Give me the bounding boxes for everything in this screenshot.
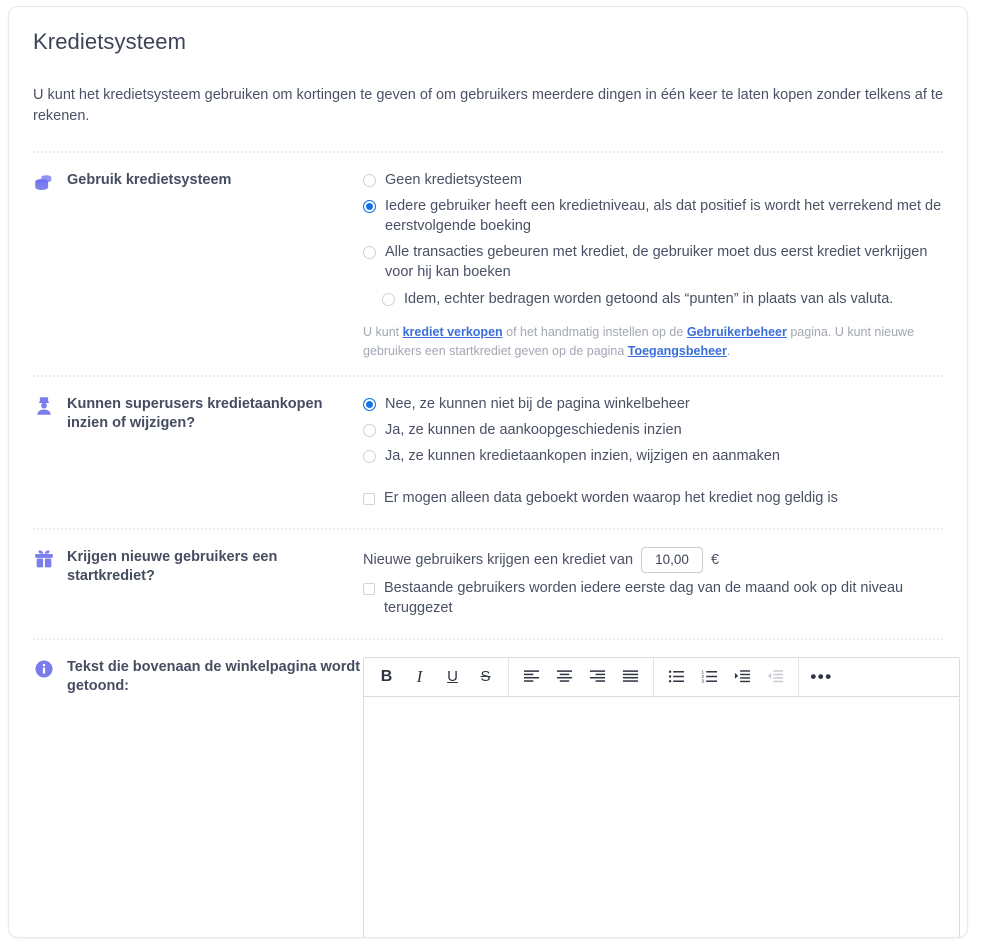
radio-label: Alle transacties gebeuren met krediet, de gebruiker moet dus eerst krediet verkrijgen voor hij kan boeken [385,244,928,281]
help-text-part3: pagina. U kunt nieuwe gebruikers een startkrediet geven op de pagina [363,325,915,358]
section-usage-label [33,169,363,193]
usage-help-text [363,323,943,361]
checkbox-label: Er mogen alleen data geboekt worden waarop het krediet nog geldig is [384,489,838,506]
help-text-part2: of het handmatig instellen op de [502,325,687,340]
radio-option-superuser-full-access[interactable] [363,446,943,466]
radio-indicator[interactable] [363,450,376,463]
radio-option-superuser-no-access[interactable] [363,394,943,414]
page-title: Kredietsysteem [33,29,187,54]
superuser-icon [33,395,55,417]
spacer [363,472,943,488]
radio-option-all-transactions-credit[interactable] [363,242,943,282]
radio-label: Ja, ze kunnen de aankoopgeschiedenis inzien [385,421,682,438]
radio-indicator[interactable] [363,174,376,187]
numbered-list-icon[interactable] [693,658,726,696]
startcredit-amount-input[interactable] [641,547,703,573]
section-usage [33,153,943,375]
radio-option-superuser-view-history[interactable] [363,420,943,440]
link-krediet-verkopen[interactable]: krediet verkopen [402,325,503,340]
bullet-list-icon[interactable] [660,658,693,696]
section-superusers-label [33,393,363,434]
checkbox-label: Bestaande gebruikers worden iedere eerste dag van de maand ook op dit niveau teruggezet [384,579,904,616]
section-usage-body [363,169,943,361]
section-superusers-title: Kunnen superusers kredietaankopen inzien of wijzigen? [67,395,323,432]
section-superusers-body [363,393,943,514]
checkbox-indicator[interactable] [363,493,375,505]
radio-option-no-credit-system[interactable] [363,170,943,190]
section-shoptext [33,640,943,938]
radio-indicator-selected[interactable] [363,200,376,213]
section-shoptext-label [33,656,363,697]
startcredit-amount-line [363,547,943,573]
section-usage-title: Gebruik kredietsysteem [67,172,232,189]
radio-option-credit-level[interactable] [363,196,943,236]
align-left-icon[interactable] [515,658,548,696]
svg-text:3: 3 [701,679,705,685]
checkbox-only-valid-credit-dates[interactable] [363,488,943,508]
align-right-icon[interactable] [581,658,614,696]
gift-icon [33,548,55,570]
help-text-part4: . [726,343,731,358]
bold-glyph: B [380,667,393,685]
toolbar-group-lists [654,658,799,696]
strikethrough-icon[interactable] [469,658,502,696]
italic-glyph: I [416,666,423,686]
radio-indicator[interactable] [363,424,376,437]
section-shoptext-title: Tekst die bovenaan de winkelpagina wordt getoond: [67,658,361,695]
underline-glyph: U [447,668,458,686]
checkbox-indicator[interactable] [363,583,375,595]
page-intro-text: U kunt het kredietsysteem gebruiken om kortingen te geven of om gebruikers meerdere dingen in één keer te laten kopen zonder telkens af te rekenen. [33,87,944,125]
info-icon [33,658,55,680]
settings-card [8,6,968,938]
indent-decrease-icon[interactable] [759,658,792,696]
radio-indicator[interactable] [382,293,395,306]
radio-indicator[interactable] [363,246,376,259]
link-toegangsbeheer[interactable]: Toegangsbeheer [627,343,727,358]
section-startcredit [33,530,943,638]
coins-icon [33,171,55,193]
radio-indicator-selected[interactable] [363,398,376,411]
italic-icon[interactable] [403,658,436,696]
section-superusers [33,377,943,528]
section-startcredit-body [363,546,943,624]
section-startcredit-title: Krijgen nieuwe gebruikers een startkrediet? [67,548,278,585]
strikethrough-glyph: S [480,668,491,686]
align-justify-icon[interactable] [614,658,647,696]
editor-toolbar [364,658,959,697]
radio-label: Nee, ze kunnen niet bij de pagina winkelbeheer [385,395,690,412]
radio-option-points-instead-of-currency[interactable] [382,289,943,309]
section-startcredit-label [33,546,363,587]
checkbox-monthly-reset-existing-users[interactable] [363,578,943,618]
svg-text:1: 1 [701,670,705,676]
indent-increase-icon[interactable] [726,658,759,696]
link-gebruikerbeheer[interactable]: Gebruikerbeheer [686,325,787,340]
radio-label: Idem, echter bedragen worden getoond als “punten” in plaats van als valuta. [404,291,894,308]
toolbar-group-more [799,658,844,696]
more-options-icon[interactable]: ••• [810,666,833,686]
radio-label: Iedere gebruiker heeft een kredietniveau, als dat positief is wordt het verrekend met de eerstvolgende boeking [385,198,942,235]
startcredit-amount-prefix: Nieuwe gebruikers krijgen een krediet van [363,551,634,568]
bold-icon[interactable] [370,658,403,696]
underline-icon[interactable] [436,658,469,696]
toolbar-group-text-style [364,658,509,696]
svg-text:2: 2 [701,675,705,681]
align-center-icon[interactable] [548,658,581,696]
editor-content-area[interactable] [364,697,959,938]
rich-text-editor [363,657,960,938]
radio-label: Ja, ze kunnen kredietaankopen inzien, wijzigen en aanmaken [385,447,780,464]
toolbar-group-alignment [509,658,654,696]
section-shoptext-body [363,656,943,938]
radio-label: Geen kredietsysteem [385,172,523,189]
currency-symbol: € [711,551,720,568]
help-text-part1: U kunt [363,325,403,340]
